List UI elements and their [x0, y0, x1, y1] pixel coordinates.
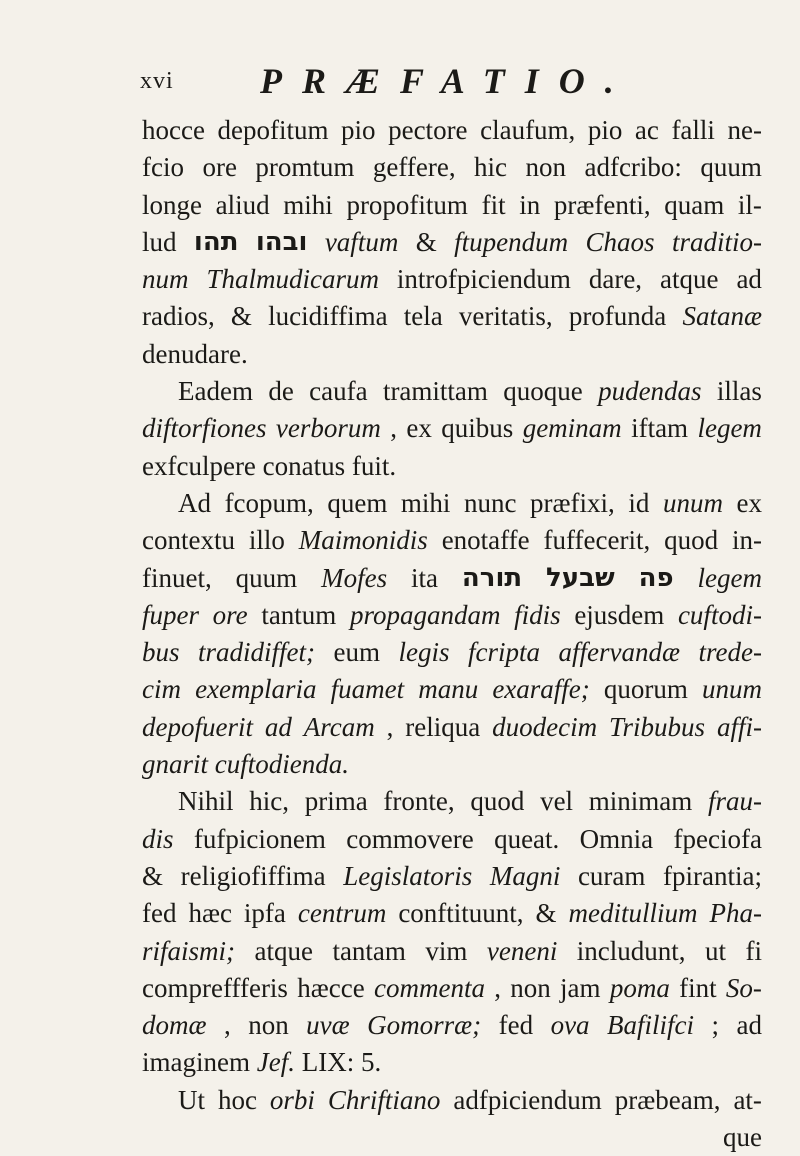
word: meditullium [568, 898, 698, 929]
hebrew-word: תורה [461, 562, 523, 593]
word: quam [664, 189, 725, 220]
word: pudendas [598, 376, 702, 407]
text-run: denudare. [142, 338, 248, 369]
word: ; [711, 1010, 720, 1041]
word: falli [671, 115, 715, 145]
word: exemplaria [195, 674, 317, 705]
word: Omnia [579, 823, 654, 854]
word: at- [733, 1084, 762, 1115]
word: affi- [716, 711, 762, 742]
word: ore [212, 599, 248, 630]
text-line [142, 261, 762, 298]
word: ad [736, 1010, 762, 1041]
word: vim [425, 935, 468, 966]
word: tantam [332, 935, 406, 966]
word: propagandam [349, 599, 501, 630]
word: legis [398, 637, 450, 668]
word: centrum [297, 898, 387, 929]
word: affervandæ [558, 637, 681, 668]
word: unum [701, 674, 762, 705]
word: pio [587, 115, 623, 145]
word: Arcam [303, 711, 375, 742]
hebrew-word: תהו [193, 226, 239, 257]
word: rifaismi; [142, 935, 236, 966]
word: fpirantia; [663, 860, 762, 891]
text-run: exfculpere conatus fuit. [142, 450, 397, 481]
word: geminam [522, 413, 622, 444]
word: præbeam, [614, 1084, 721, 1115]
word: geffere, [372, 152, 456, 183]
text-line [142, 933, 762, 970]
word: profunda [568, 301, 667, 332]
word: nunc [464, 487, 517, 518]
text-line [142, 560, 762, 597]
word: hocce [142, 115, 205, 145]
word: ad [736, 264, 762, 295]
word: præfixi, [530, 487, 615, 518]
word: depofuerit [142, 711, 253, 742]
word: tradidiffet; [198, 637, 316, 668]
word: fuamet [330, 674, 405, 705]
word: unum [662, 487, 723, 518]
word: fronte, [383, 786, 455, 817]
word: Eadem [178, 376, 253, 407]
word: quod [470, 786, 525, 817]
text-line [142, 1044, 762, 1081]
word: fcripta [468, 637, 541, 668]
word: Legislatoris [343, 860, 473, 891]
word: fint [679, 972, 717, 1003]
running-head [140, 60, 740, 110]
word: propofitum [346, 189, 468, 220]
text-line [142, 187, 762, 224]
word: claufum, [480, 115, 576, 145]
word: queat. [494, 823, 560, 854]
word: religiofiffima [180, 860, 326, 891]
word: adfpiciendum [453, 1084, 602, 1115]
word: curam [577, 860, 646, 891]
word: illo [248, 525, 285, 556]
text-line [142, 485, 762, 522]
word: atque [254, 935, 313, 966]
word: veneni [486, 935, 558, 966]
text-line [142, 224, 762, 261]
word: hæc [188, 898, 232, 929]
word: ita [411, 562, 438, 593]
word: Maimonidis [298, 525, 428, 556]
word: fed [142, 898, 177, 929]
text-line [142, 783, 762, 820]
text-line [142, 1007, 762, 1044]
word: diftorfiones [142, 413, 267, 444]
word: Mofes [321, 562, 388, 593]
word: fuper [142, 599, 199, 630]
word: tantum [261, 599, 337, 630]
text-run: que [723, 1122, 762, 1153]
text-line [142, 112, 762, 149]
text-line [142, 746, 762, 783]
word: Ut [178, 1084, 205, 1115]
word: fcio [142, 152, 184, 183]
word: minimam [588, 786, 693, 817]
word: exaraffe; [492, 674, 590, 705]
text-line [142, 410, 762, 447]
word: domæ [142, 1010, 207, 1041]
text-run: imaginem [142, 1047, 257, 1078]
word: in [519, 189, 541, 220]
body-text [142, 112, 762, 1156]
word: Chaos [585, 226, 655, 257]
word: quorum [603, 674, 688, 705]
word: manu [418, 674, 479, 705]
page-number: xvi [140, 68, 174, 94]
word: orbi [269, 1084, 315, 1115]
word: ne- [727, 115, 762, 145]
word: & [535, 898, 557, 929]
word: lucidiffima [268, 301, 388, 332]
word: So- [725, 972, 762, 1003]
word: eum [333, 637, 381, 668]
text-line [142, 373, 762, 410]
word: , [386, 711, 394, 742]
word: Pha- [709, 898, 762, 929]
word: promtum [255, 152, 355, 183]
word: jam [560, 972, 601, 1003]
word: fidis [514, 599, 561, 630]
text-line [142, 149, 762, 186]
word: commenta [373, 972, 485, 1003]
text-line [142, 858, 762, 895]
word: lud [142, 226, 177, 257]
word: , [494, 972, 501, 1003]
text-line [142, 1082, 762, 1119]
word: compreffferis [142, 972, 288, 1003]
text-line [142, 895, 762, 932]
word: fcopum, [224, 487, 314, 518]
word: iftam [631, 413, 689, 444]
word: id [628, 487, 650, 518]
word: dare, [588, 264, 643, 295]
word: enotaffe [441, 525, 530, 556]
word: tela [403, 301, 443, 332]
word: conftituunt, [398, 898, 524, 929]
word: non [248, 1010, 289, 1041]
word: præfenti, [553, 189, 651, 220]
word: quum [700, 152, 762, 183]
word: & [230, 301, 252, 332]
hebrew-word: שבעל [546, 562, 615, 593]
word: in- [732, 525, 762, 556]
word: ex [736, 487, 762, 518]
word: uvæ [306, 1010, 350, 1041]
word: cuftodi- [677, 599, 762, 630]
word: legem [697, 562, 762, 593]
word: fpeciofa [673, 823, 762, 854]
word: vaftum [324, 226, 399, 257]
word: veritatis, [458, 301, 553, 332]
word: includunt, [576, 935, 686, 966]
word: verborum [275, 413, 381, 444]
word: hæcce [297, 972, 365, 1003]
word: non [525, 152, 566, 183]
word: & [415, 226, 437, 257]
word: ex [406, 413, 432, 444]
word: ipfa [243, 898, 286, 929]
text-run: gnarit cuftodienda. [142, 749, 349, 780]
word: hic, [249, 786, 289, 817]
word: adfcribo: [584, 152, 682, 183]
word: prima [304, 786, 368, 817]
word: trede- [698, 637, 762, 668]
word: quod [664, 525, 719, 556]
word: contextu [142, 525, 235, 556]
word: aliud [215, 189, 270, 220]
text-line [142, 448, 762, 485]
word: poma [609, 972, 670, 1003]
word: depofitum [217, 115, 329, 145]
word: quem [327, 487, 388, 518]
word: vel [540, 786, 574, 817]
word: de [268, 376, 294, 407]
word: fufpicionem [193, 823, 326, 854]
word: Chriftiano [327, 1084, 441, 1115]
word: bus [142, 637, 180, 668]
word: pio [341, 115, 376, 145]
word: Nihil [178, 786, 234, 817]
word: atque [660, 264, 719, 295]
word: ad [264, 711, 292, 742]
word: ova [550, 1010, 590, 1041]
text-line [142, 634, 762, 671]
word: mihi [400, 487, 451, 518]
hebrew-word: פה [638, 562, 674, 593]
word: Magni [489, 860, 561, 891]
text-line [142, 336, 762, 373]
word: cim [142, 674, 181, 705]
word: quoque [503, 376, 583, 407]
word: pectore [388, 115, 468, 145]
word: ftupendum [454, 226, 569, 257]
word: tramittam [382, 376, 488, 407]
word: traditio- [671, 226, 762, 257]
word: commovere [346, 823, 474, 854]
word: radios, [142, 301, 215, 332]
word: il- [737, 189, 762, 220]
word: Tribubus [609, 711, 706, 742]
word: ore [202, 152, 237, 183]
word: ut [705, 935, 727, 966]
word: quum [235, 562, 298, 593]
word: & [142, 860, 164, 891]
word: ac [634, 115, 659, 145]
text-line [142, 597, 762, 634]
word: Ad [178, 487, 211, 518]
word: , [223, 1010, 231, 1041]
word: , [390, 413, 398, 444]
word: fed [498, 1010, 534, 1041]
word: num [142, 264, 189, 295]
word: mihi [283, 189, 333, 220]
word: caufa [309, 376, 368, 407]
word: ejusdem [574, 599, 665, 630]
word: fit [481, 189, 506, 220]
text-line [142, 821, 762, 858]
text-line [142, 709, 762, 746]
text-line [142, 970, 762, 1007]
word: hic [474, 152, 508, 183]
word: dis [142, 823, 174, 854]
text-line [142, 522, 762, 559]
word: fi [745, 935, 762, 966]
word: legem [697, 413, 762, 444]
text-line [142, 671, 762, 708]
word: reliqua [405, 711, 481, 742]
word: non [510, 972, 551, 1003]
word: frau- [708, 786, 762, 817]
word: Thalmudicarum [206, 264, 379, 295]
word: Gomorræ; [367, 1010, 482, 1041]
word: duodecim [492, 711, 598, 742]
hebrew-word: ובהו [255, 226, 308, 257]
word: longe [142, 189, 202, 220]
running-title: PRÆFATIO. [260, 61, 634, 101]
text-line [142, 298, 762, 335]
text-run: Jef. [256, 1047, 295, 1078]
word: finuet, [142, 562, 212, 593]
word: fuffecerit, [543, 525, 651, 556]
word: hoc [217, 1084, 257, 1115]
word: introfpiciendum [396, 264, 571, 295]
text-run: LIX: 5. [294, 1047, 382, 1078]
catchword [142, 1119, 762, 1156]
word: Satanæ [682, 301, 762, 332]
word: quibus [441, 413, 514, 444]
word: illas [716, 376, 762, 407]
word: Bafilifci [607, 1010, 695, 1041]
